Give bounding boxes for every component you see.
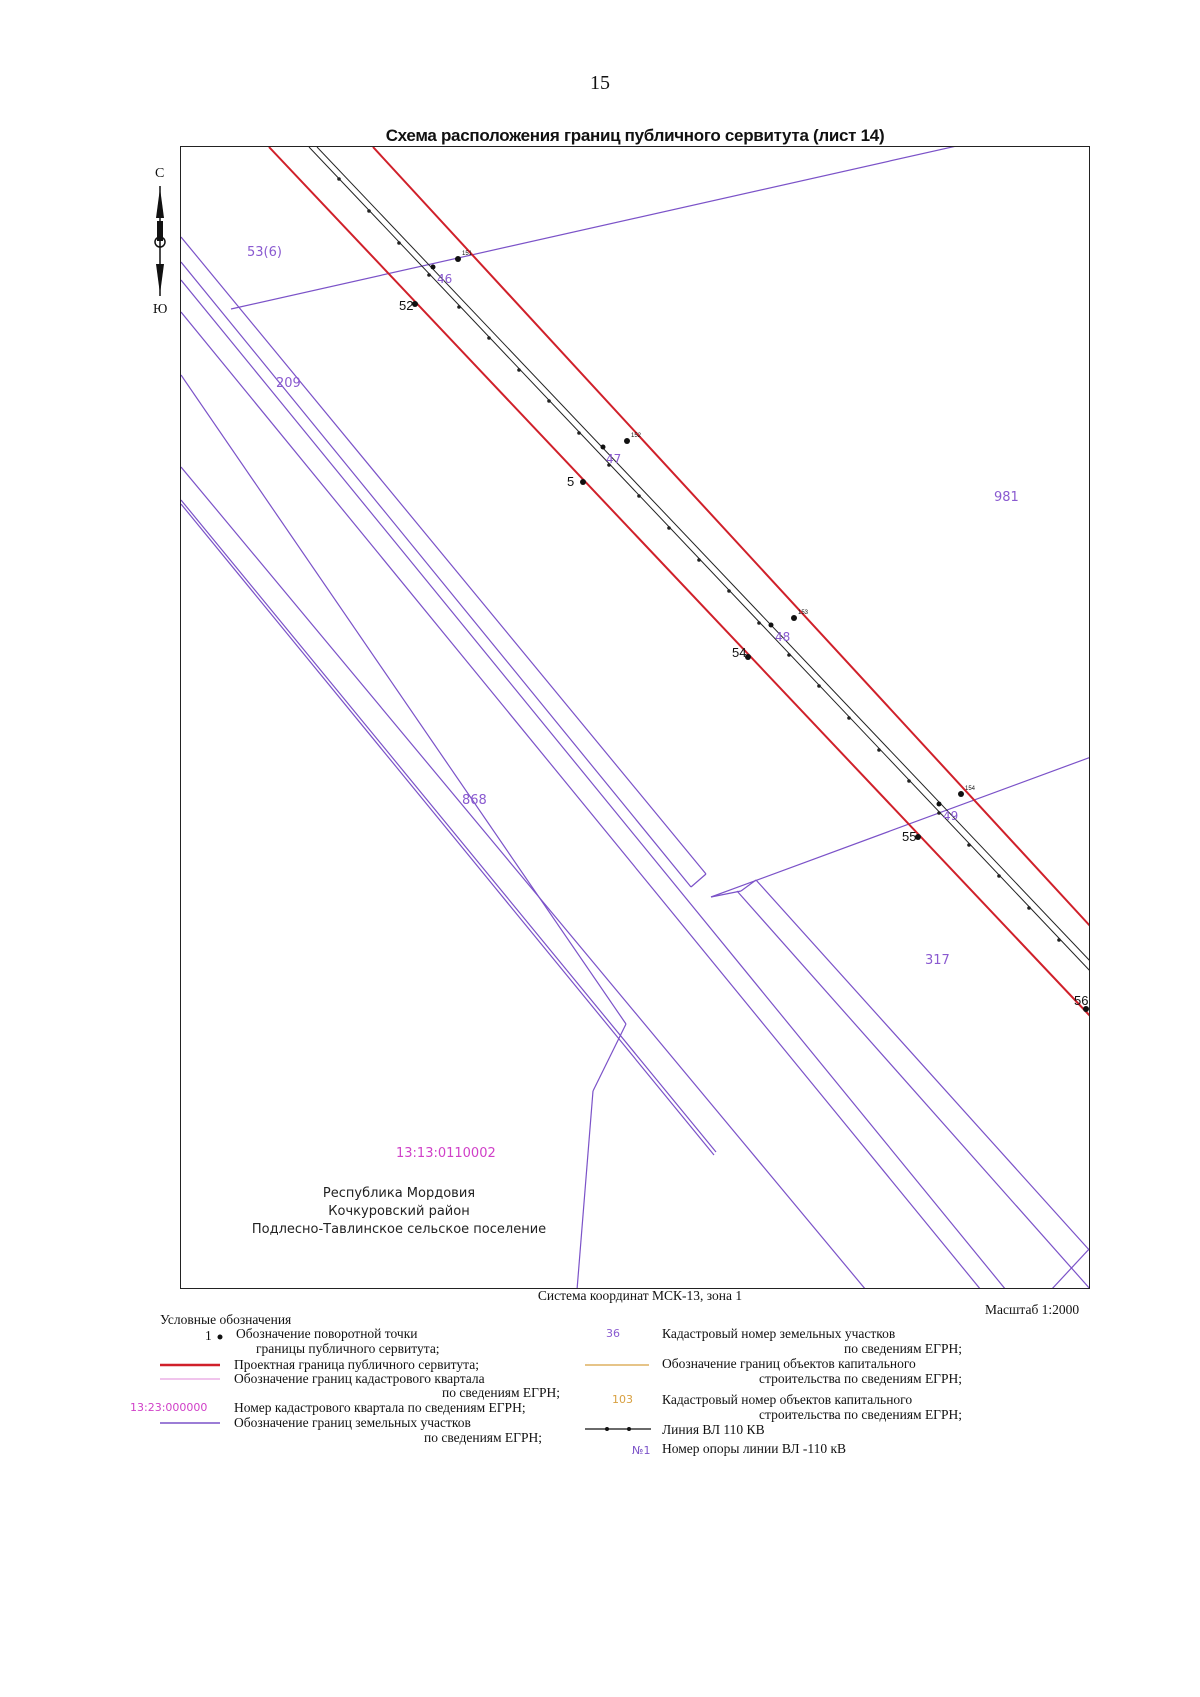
region-line-2: Кочкуровский район [328,1204,470,1219]
parcel-border [181,312,981,1289]
servitude-boundary [373,147,1090,927]
tower-label-49: 49 [943,809,959,823]
legend-servitude-text: Проектная граница публичного сервитута; [234,1357,479,1372]
legend-tower-sample: №1 [632,1444,651,1457]
parcel-border [691,874,706,887]
parcel-border [577,1091,593,1289]
point-label-152: 152 [631,433,642,439]
legend-point-dot-icon [216,1333,224,1341]
point-label-154: 154 [965,786,976,792]
coordinate-system: Система координат МСК-13, зона 1 [537,1288,743,1303]
parcel-border [181,262,691,887]
servitude-boundary [269,147,1090,1017]
parcel-border [711,757,1090,897]
legend-building-number-line2: строительства по сведениям ЕГРН; [759,1407,962,1422]
tower-label-47: 47 [606,452,622,466]
legend-point-symbol: 1 [205,1328,212,1343]
turning-point-153 [791,615,797,621]
turning-point-151 [455,256,461,262]
point-label-56: 56 [1074,993,1089,1008]
parcel-border [593,1024,626,1091]
legend-building-border-icon [585,1363,649,1367]
turning-point-154 [958,791,964,797]
legend-point-line2: границы публичного сервитута; [256,1341,440,1356]
compass-south-label: Ю [153,302,168,317]
map-scale: Масштаб 1:2000 [985,1302,1080,1317]
legend-quarter-number-sample: 13:23:000000 [130,1401,208,1414]
parcel-label-868: 868 [462,793,487,808]
parcel-label-53-6: 53(6) [247,245,282,260]
point-label-53: 5 [567,474,575,489]
legend-quarter-border-line2: по сведениям ЕГРН; [442,1385,560,1400]
legend-tower-text: Номер опоры линии ВЛ -110 кВ [662,1441,847,1456]
compass [148,166,174,326]
legend-land-number-line1: Кадастровый номер земельных участков [662,1326,896,1341]
legend-quarter-border-icon [160,1377,220,1381]
tower-label-46: 46 [437,272,453,286]
parcel-border [181,504,714,1155]
legend-building-border-line1: Обозначение границ объектов капитального [662,1356,916,1371]
tower-49 [937,802,942,807]
legend-building-border-line2: строительства по сведениям ЕГРН; [759,1371,962,1386]
compass-north-label: С [155,166,165,181]
quarter-number-label: 13:13:0110002 [396,1146,496,1161]
legend-quarter-number-text: Номер кадастрового квартала по сведениям ЕГРН; [234,1400,526,1415]
parcel-label-981: 981 [994,490,1019,505]
parcel-border [181,375,626,1024]
point-label-54: 54 [732,645,747,660]
legend-title: Условные обозначения [160,1312,292,1327]
legend-building-number-sample: 103 [612,1393,633,1406]
parcel-border [181,280,1006,1289]
parcel-border [756,880,1090,1252]
tower-48 [769,623,774,628]
point-label-151: 151 [462,251,473,257]
legend-land-border-line2: по сведениям ЕГРН; [424,1430,542,1445]
legend-land-number-line2: по сведениям ЕГРН; [844,1341,962,1356]
region-line-3: Подлесно-Тавлинское сельское поселение [251,1222,547,1237]
parcel-label-317: 317 [925,953,950,968]
turning-point-53 [580,479,586,485]
legend-point-line1: Обозначение поворотной точки [236,1326,418,1341]
tower-46 [431,265,436,270]
legend-land-number-sample: 36 [606,1327,620,1340]
turning-point-152 [624,438,630,444]
region-line-1: Республика Мордовия [322,1186,476,1201]
map-drawing [181,147,1090,1289]
point-label-55: 55 [902,829,917,844]
legend-power-line-text: Линия ВЛ 110 КВ [662,1422,765,1437]
parcel-border [737,891,1090,1289]
legend-power-line-icon [585,1425,651,1433]
point-label-153: 153 [798,610,809,616]
legend-land-border-icon [160,1421,220,1425]
map-title: Схема расположения границ публичного сервитута (лист 14) [385,126,885,145]
parcel-border [181,500,716,1152]
legend-quarter-border-line1: Обозначение границ кадастрового квартала [234,1371,485,1386]
map-frame [180,146,1090,1289]
legend-land-border-line1: Обозначение границ земельных участков [234,1415,471,1430]
point-label-52: 52 [399,298,414,313]
tower-47 [601,445,606,450]
parcel-label-209: 209 [276,376,301,391]
page-number: 15 [590,72,610,94]
legend-building-number-line1: Кадастровый номер объектов капитального [662,1392,913,1407]
legend-servitude-line-icon [160,1363,220,1367]
tower-label-48: 48 [775,630,791,644]
